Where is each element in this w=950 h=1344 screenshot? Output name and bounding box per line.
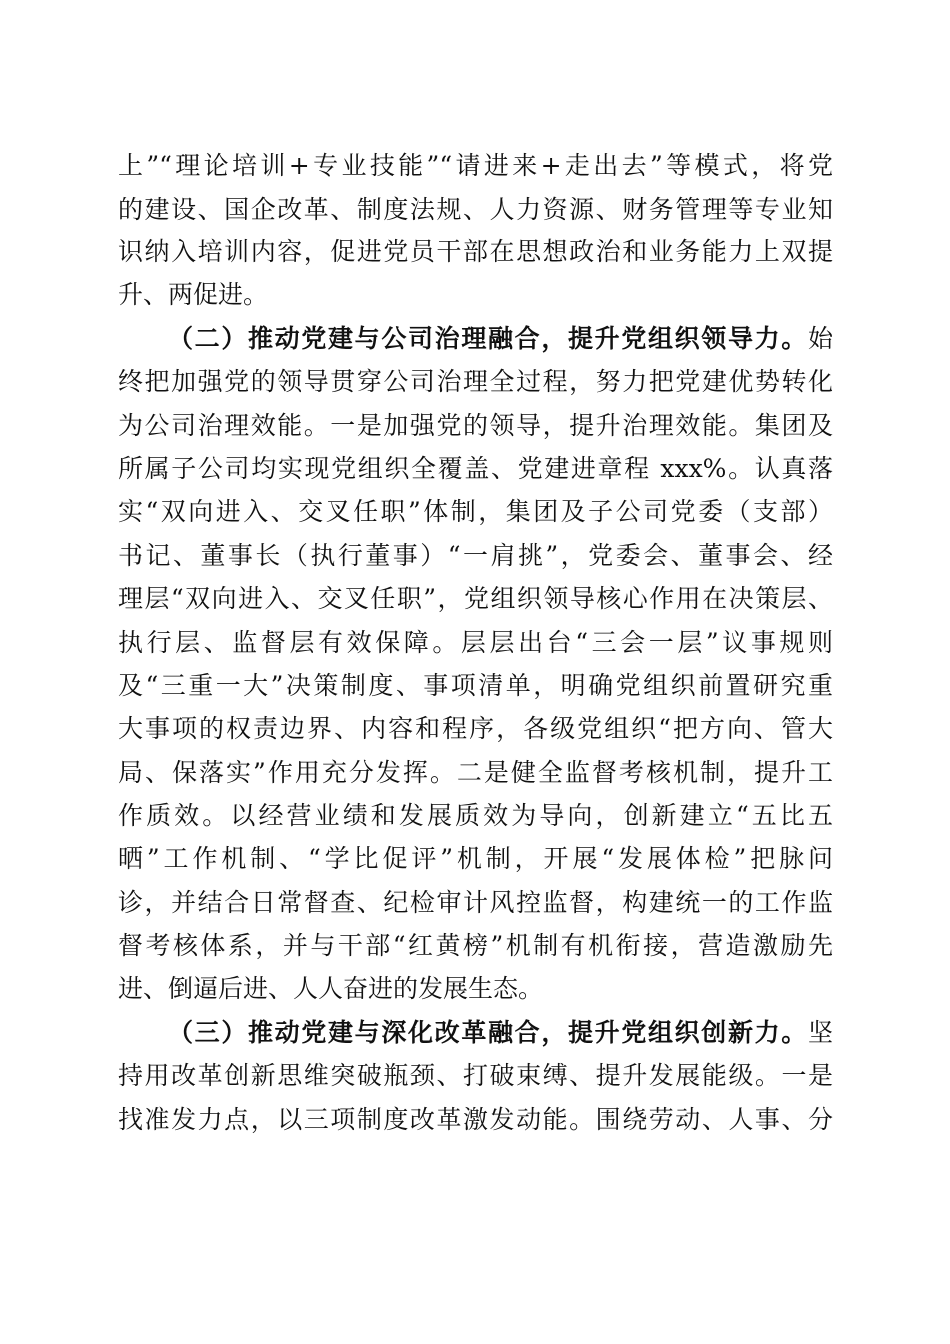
text-line: 执行层、监督层有效保障。层层出台“三会一层”议事规则 [118, 628, 833, 657]
text-line: 晒”工作机制、“学比促评”机制，开展“发展体检”把脉问 [118, 844, 833, 873]
text-line: 所属子公司均实现党组织全覆盖、党建进章程 xxx%。认真落 [118, 454, 833, 483]
text-line: 找准发力点，以三项制度改革激发动能。围绕劳动、人事、分 [118, 1105, 833, 1134]
text-line: 书记、董事长（执行董事）“一肩挑”，党委会、董事会、经 [118, 541, 833, 570]
text-run: 坚 [807, 1018, 833, 1047]
text-line: 理层“双向进入、交叉任职”，党组织领导核心作用在决策层、 [118, 584, 833, 613]
text-line: 上”“理论培训+专业技能”“请进来+走出去”等模式，将党 [118, 151, 833, 180]
text-line: 大事项的权责边界、内容和程序，各级党组织“把方向、管大 [118, 714, 833, 743]
text-line: 的建设、国企改革、制度法规、人力资源、财务管理等专业知 [118, 195, 833, 224]
section-heading: （三）推动党建与深化改革融合，提升党组织创新力。 [168, 1018, 808, 1047]
text-line: 终把加强党的领导贯穿公司治理全过程，努力把党建优势转化 [118, 367, 833, 396]
section-heading-line [168, 1012, 833, 1054]
text-line: 局、保落实”作用充分发挥。二是健全监督考核机制，提升工 [118, 758, 833, 787]
text-line: 持用改革创新思维突破瓶颈、打破束缚、提升发展能级。一是 [118, 1061, 833, 1090]
section-heading: （二）推动党建与公司治理融合，提升党组织领导力。 [168, 324, 808, 353]
text-line: 实“双向进入、交叉任职”体制，集团及子公司党委（支部） [118, 497, 833, 526]
text-line: 诊，并结合日常督查、纪检审计风控监督，构建统一的工作监 [118, 888, 833, 917]
text-line: 进、倒逼后进、人人奋进的发展生态。 [118, 974, 544, 1003]
text-line: 及“三重一大”决策制度、事项清单，明确党组织前置研究重 [118, 671, 833, 700]
text-line: 升、两促进。 [118, 280, 269, 309]
text-line: 督考核体系，并与干部“红黄榜”机制有机衔接，营造激励先 [118, 931, 833, 960]
text-line: 作质效。以经营业绩和发展质效为导向，创新建立“五比五 [118, 801, 833, 830]
section-heading-line [168, 318, 833, 360]
text-run: 始 [807, 324, 833, 353]
text-line: 识纳入培训内容，促进党员干部在思想政治和业务能力上双提 [118, 237, 833, 266]
text-line: 为公司治理效能。一是加强党的领导，提升治理效能。集团及 [118, 411, 833, 440]
